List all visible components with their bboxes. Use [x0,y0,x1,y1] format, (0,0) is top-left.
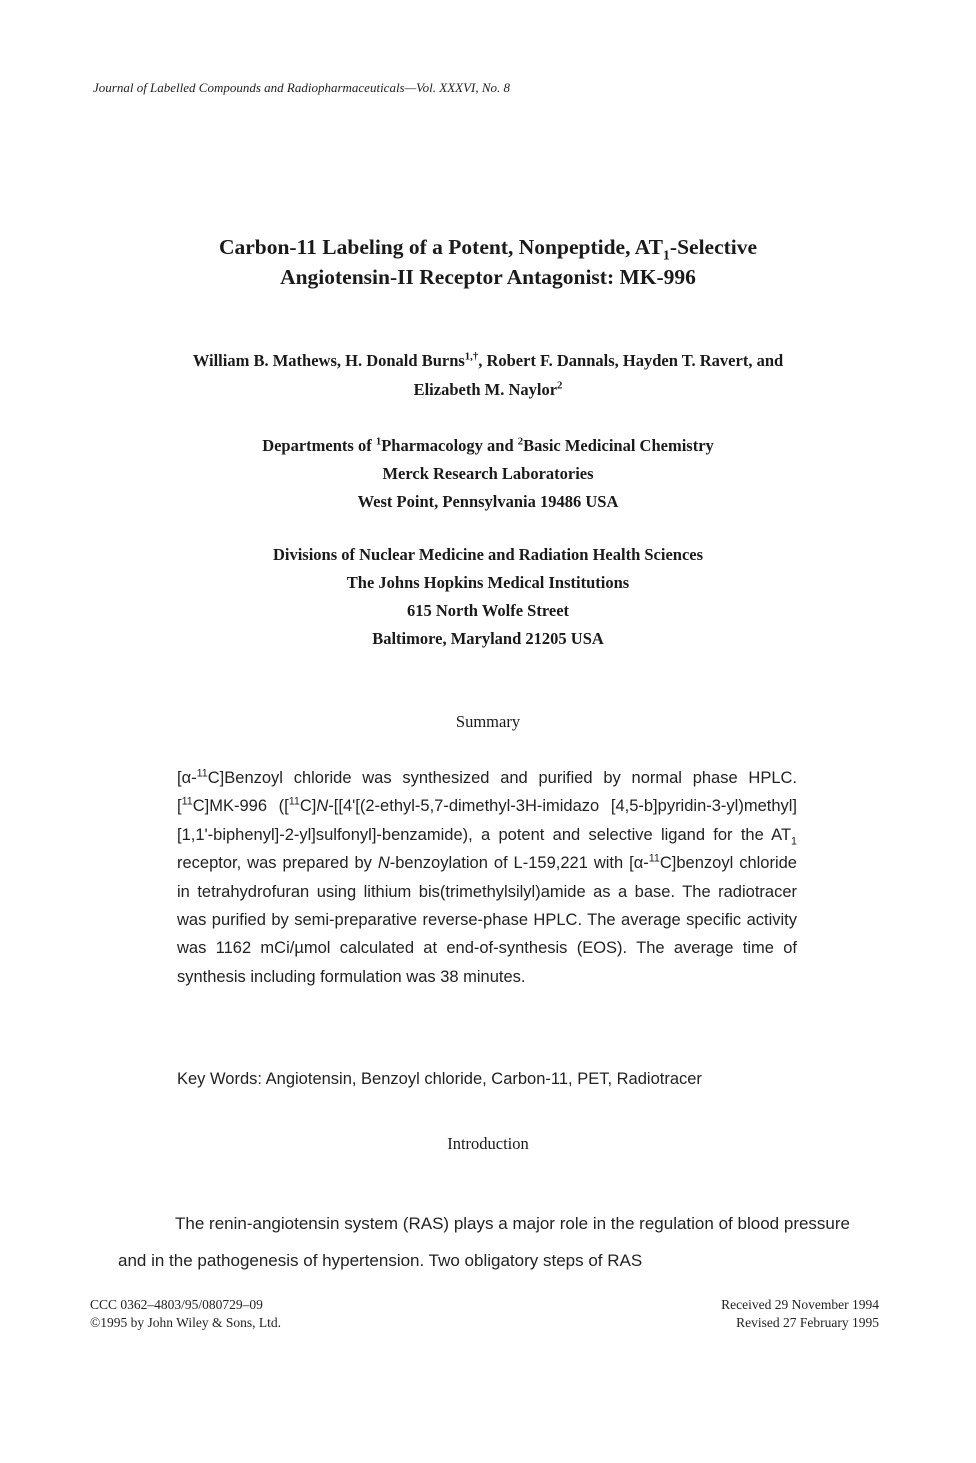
abstract-text-4: C] [299,797,317,816]
paper-title [0,232,976,292]
abstract-sub-1: 1 [791,835,797,848]
keywords [177,1070,817,1089]
affiliation-merck-line-3: West Point, Pennsylvania 19486 USA [357,492,619,511]
title-line-1 [0,232,976,262]
abstract-italic-n-1: N [316,797,329,816]
authors-part-3: Elizabeth M. Naylor [413,380,558,399]
affiliation-merck-line-2: Merck Research Laboratories [382,464,594,483]
footer-right [721,1296,879,1332]
authors-line-1 [0,346,976,375]
affiliation-merck [0,432,976,516]
title-line-2: Angiotensin-II Receptor Antagonist: MK-996 [280,265,696,289]
author-list [0,346,976,404]
affil1-text-a: Departments of [262,436,376,455]
keywords-label: Key Words: [177,1070,262,1088]
affiliation-hopkins [0,541,976,653]
author-affil-mark-1: 1,† [464,350,479,363]
affiliation-hopkins-line-3: 615 North Wolfe Street [406,601,570,620]
abstract-sup-2: 11 [181,795,193,808]
affiliation-hopkins-line-2: The Johns Hopkins Medical Institutions [346,573,630,592]
footer-left [90,1296,281,1332]
abstract-italic-n-2: N [377,854,390,873]
introduction-heading: Introduction [447,1134,529,1153]
affiliation-hopkins-line-4: Baltimore, Maryland 21205 USA [372,629,604,648]
abstract-sup-4: 11 [648,852,660,865]
abstract-text-8: C]benzoyl chloride in tetrahydrofuran using lithium bis(trimethylsilyl)amide as a base. The radiotracer was purified by semi-preparative reverse-phase HPLC. The average specific activity was 1162 mCi/µmol calculated at end-of-synthesis (EOS). The average time of synthesis including formulation was 38 minutes. [177,854,797,986]
title-line-1-part-1: Carbon-11 Labeling of a Potent, Nonpeptide, AT [218,235,663,259]
title-line-1-part-2: -Selective [669,235,758,259]
title-subscript: 1 [662,248,670,264]
authors-part-1: William B. Mathews, H. Donald Burns [192,351,465,370]
revised-date: Revised 27 February 1995 [736,1315,879,1330]
affil1-mark-1: 1 [375,435,382,448]
affil1-text-c: Basic Medicinal Chemistry [523,436,714,455]
affil1-text-b: Pharmacology and [381,436,518,455]
abstract-text-6: receptor, was prepared by [177,854,378,873]
authors-line-2 [0,375,976,404]
affiliation-merck-line-1 [0,432,976,460]
introduction-paragraph: The renin-angiotensin system (RAS) plays a major role in the regulation of blood pressure and in the pathogenesis of hypertension. Two obligatory steps of RAS [118,1214,850,1270]
abstract-text-2: C]Benzoyl chloride was synthesized and purified by normal phase HPLC. [ [177,769,797,816]
ccc-code: CCC 0362–4803/95/080729–09 [90,1297,263,1312]
summary-heading: Summary [455,712,521,731]
authors-part-2: , Robert F. Dannals, Hayden T. Ravert, and [478,351,784,370]
abstract-text-5: -[[4'[(2-ethyl-5,7-dimethyl-3H-imidazo [4,5-b]pyridin-3-yl)methyl][1,1'-biphenyl]-2-yl]sulfonyl]-benzamide), a potent and selective ligand for the AT [177,797,798,844]
abstract-sup-3: 11 [288,795,300,808]
abstract-text-1: [α- [177,769,197,787]
abstract-text-3: C]MK-996 ([ [192,797,289,816]
summary-abstract [177,764,797,991]
affil1-mark-2: 2 [517,435,524,448]
author-affil-mark-2: 2 [557,379,563,392]
keywords-text: Angiotensin, Benzoyl chloride, Carbon-11, PET, Radiotracer [261,1070,702,1088]
abstract-sup-1: 11 [196,767,208,780]
journal-header: Journal of Labelled Compounds and Radiopharmaceuticals—Vol. XXXVI, No. 8 [93,80,511,95]
affiliation-hopkins-line-1: Divisions of Nuclear Medicine and Radiation Health Sciences [272,545,704,564]
copyright: ©1995 by John Wiley & Sons, Ltd. [90,1315,281,1330]
abstract-text-7: -benzoylation of L-159,221 with [α- [389,854,649,873]
received-date: Received 29 November 1994 [721,1297,879,1312]
